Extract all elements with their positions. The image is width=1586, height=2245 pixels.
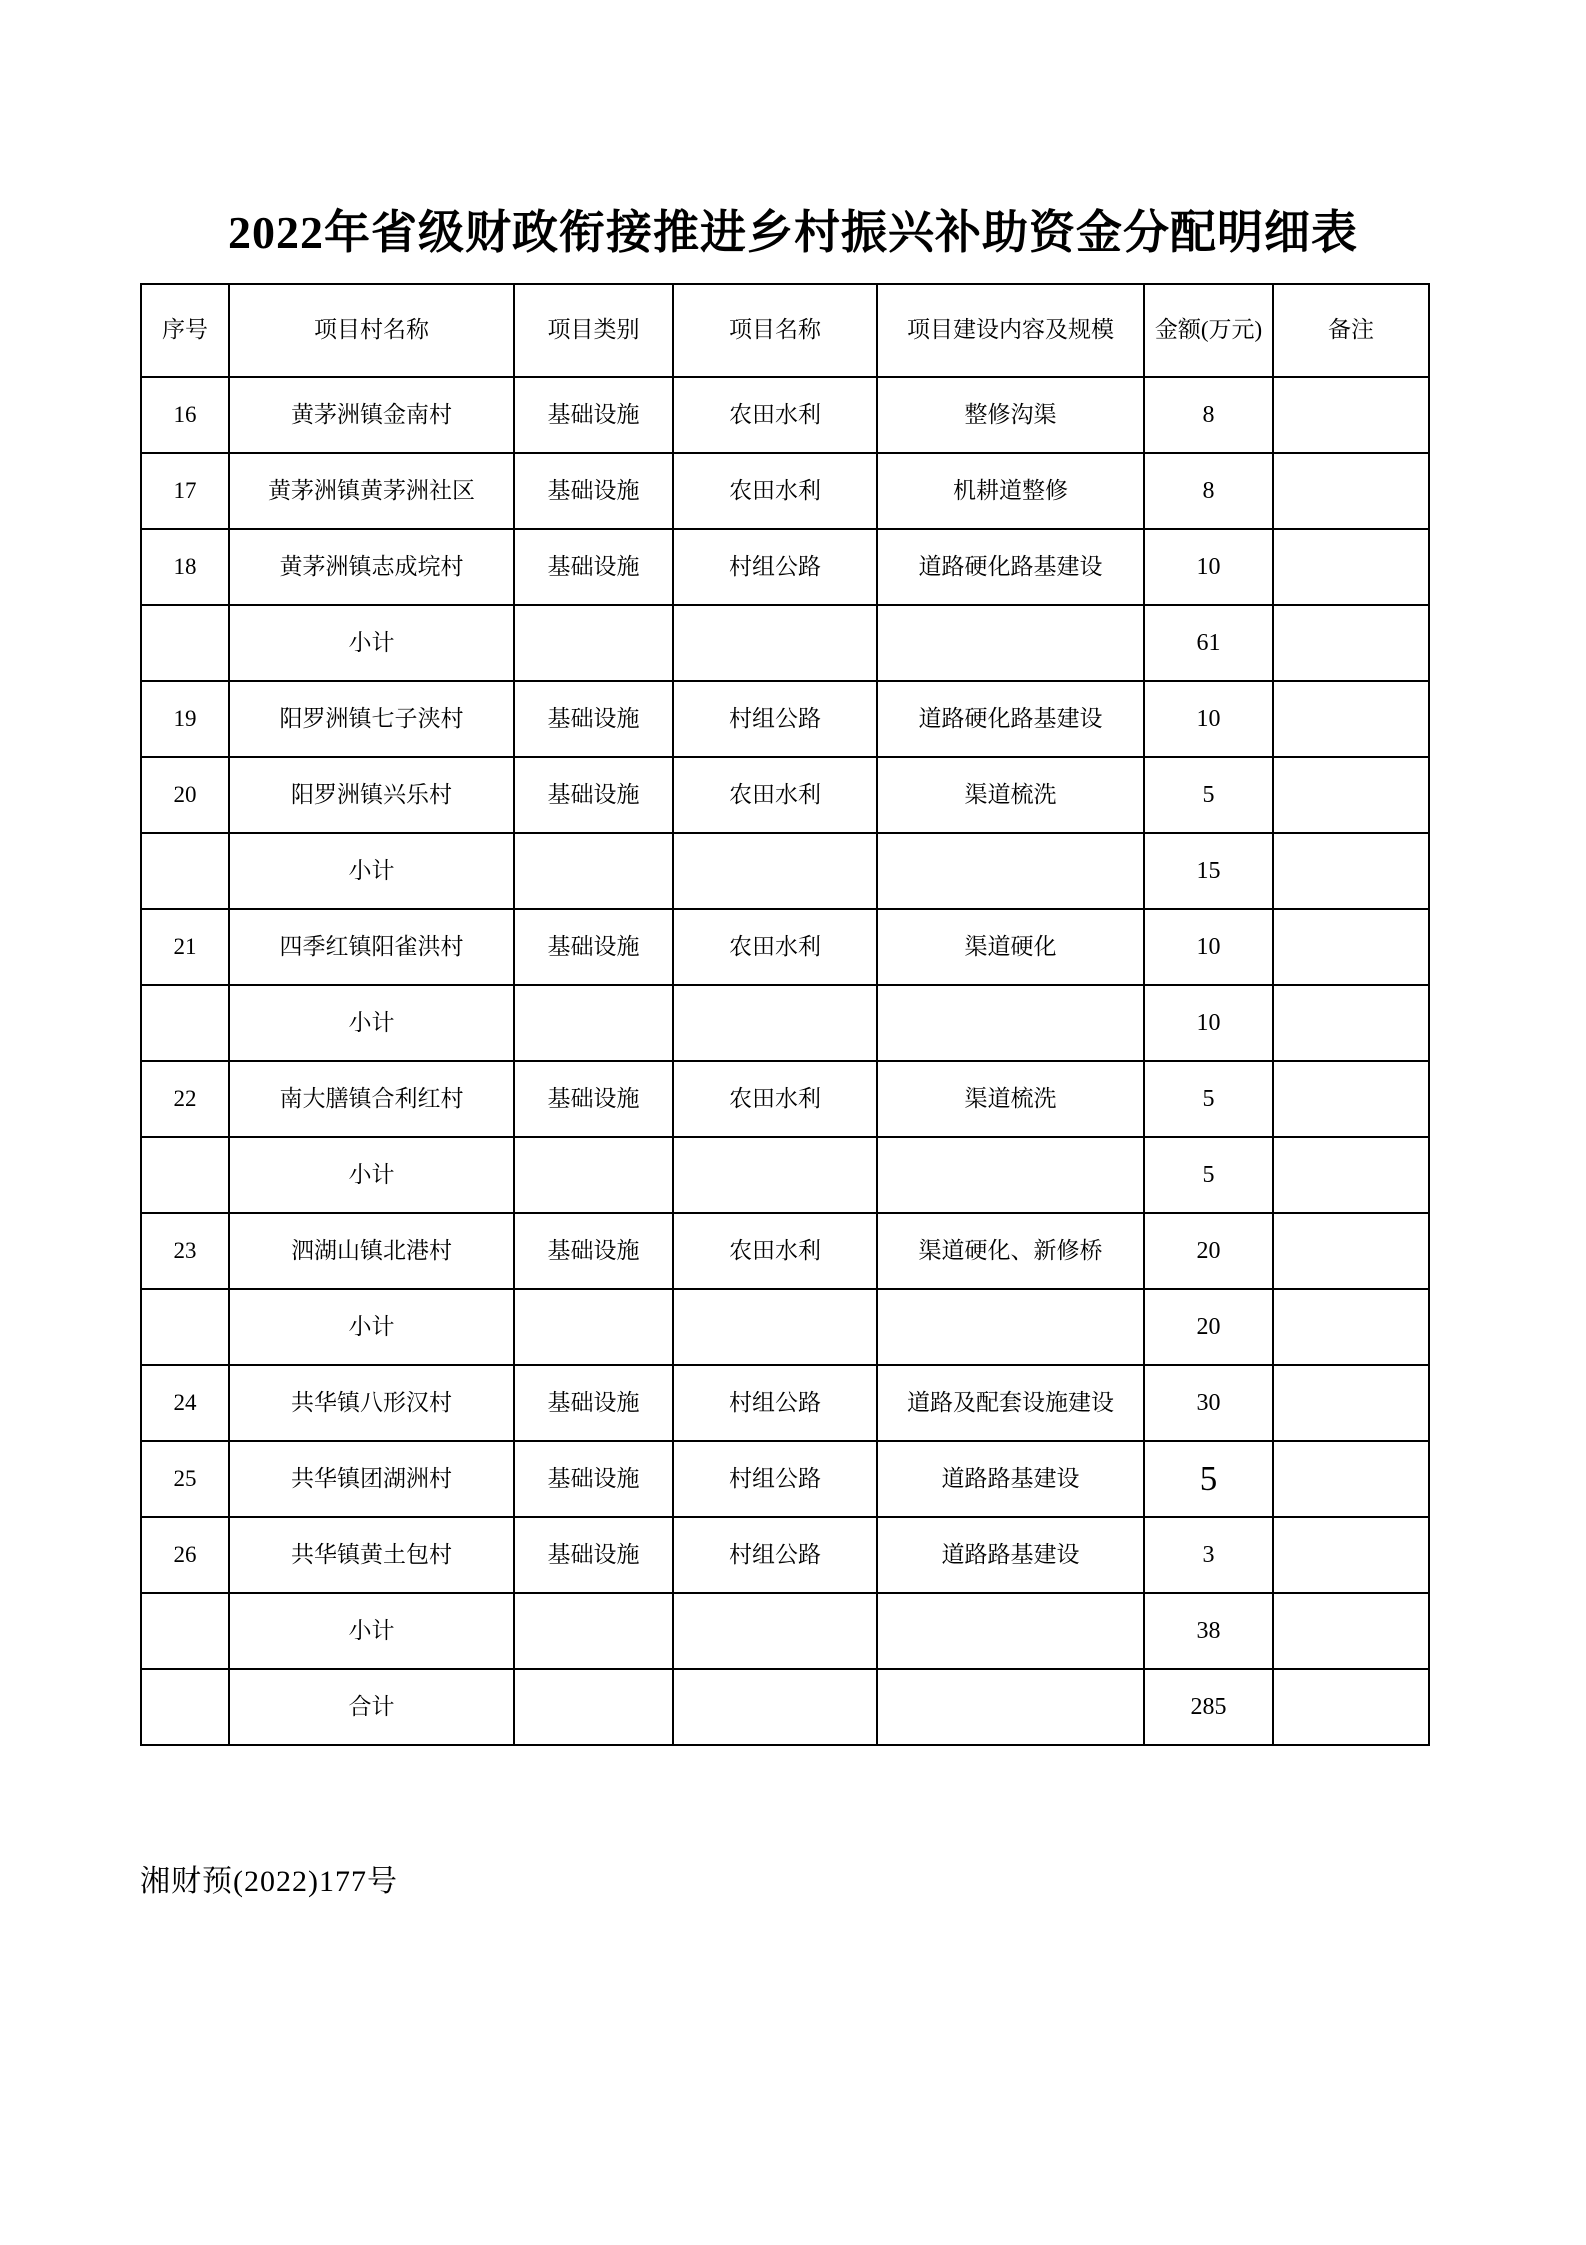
cell-seq: 19	[141, 681, 229, 757]
column-header-5: 金额(万元)	[1144, 284, 1273, 377]
cell-project: 农田水利	[673, 377, 877, 453]
cell-village: 共华镇八形汉村	[229, 1365, 514, 1441]
cell-category	[514, 1593, 673, 1669]
table-row	[141, 681, 1429, 757]
cell-amount: 10	[1144, 529, 1273, 605]
cell-project: 农田水利	[673, 453, 877, 529]
table-header-row	[141, 284, 1429, 377]
cell-category: 基础设施	[514, 1365, 673, 1441]
cell-project: 村组公路	[673, 1517, 877, 1593]
cell-amount: 10	[1144, 909, 1273, 985]
cell-project: 农田水利	[673, 1061, 877, 1137]
cell-project: 农田水利	[673, 909, 877, 985]
cell-project: 农田水利	[673, 1213, 877, 1289]
cell-amount: 10	[1144, 681, 1273, 757]
subtotal-row	[141, 1289, 1429, 1365]
cell-category: 基础设施	[514, 909, 673, 985]
cell-project	[673, 1137, 877, 1213]
cell-content	[877, 1289, 1144, 1365]
cell-note	[1273, 985, 1429, 1061]
cell-village: 小计	[229, 985, 514, 1061]
cell-village: 小计	[229, 1137, 514, 1213]
table-row	[141, 1441, 1429, 1517]
cell-project	[673, 833, 877, 909]
cell-seq: 18	[141, 529, 229, 605]
cell-note	[1273, 529, 1429, 605]
cell-seq: 20	[141, 757, 229, 833]
cell-amount: 10	[1144, 985, 1273, 1061]
cell-amount: 8	[1144, 377, 1273, 453]
cell-content	[877, 1137, 1144, 1213]
cell-note	[1273, 757, 1429, 833]
cell-note	[1273, 453, 1429, 529]
cell-content	[877, 605, 1144, 681]
table-row	[141, 1517, 1429, 1593]
cell-village: 小计	[229, 1289, 514, 1365]
table-header	[141, 284, 1429, 377]
document-title: 2022年省级财政衔接推进乡村振兴补助资金分配明细表	[228, 207, 1358, 258]
cell-village: 小计	[229, 605, 514, 681]
cell-content: 道路硬化路基建设	[877, 529, 1144, 605]
cell-note	[1273, 605, 1429, 681]
table-row	[141, 757, 1429, 833]
cell-note	[1273, 1213, 1429, 1289]
cell-seq	[141, 605, 229, 681]
subtotal-row	[141, 605, 1429, 681]
cell-amount: 5	[1144, 1441, 1273, 1517]
subtotal-row	[141, 833, 1429, 909]
cell-category	[514, 605, 673, 681]
cell-project	[673, 1669, 877, 1745]
cell-seq	[141, 1289, 229, 1365]
cell-project: 村组公路	[673, 529, 877, 605]
cell-category: 基础设施	[514, 757, 673, 833]
cell-note	[1273, 1669, 1429, 1745]
cell-content	[877, 1593, 1144, 1669]
cell-amount: 5	[1144, 1137, 1273, 1213]
cell-content: 道路及配套设施建设	[877, 1365, 1144, 1441]
cell-category: 基础设施	[514, 453, 673, 529]
cell-project: 农田水利	[673, 757, 877, 833]
cell-content: 整修沟渠	[877, 377, 1144, 453]
subtotal-row	[141, 1137, 1429, 1213]
cell-amount: 285	[1144, 1669, 1273, 1745]
table-row	[141, 1213, 1429, 1289]
cell-village: 四季红镇阳雀洪村	[229, 909, 514, 985]
cell-content: 道路路基建设	[877, 1441, 1144, 1517]
cell-note	[1273, 1593, 1429, 1669]
cell-village: 共华镇黄土包村	[229, 1517, 514, 1593]
cell-village: 阳罗洲镇兴乐村	[229, 757, 514, 833]
cell-amount: 8	[1144, 453, 1273, 529]
cell-seq	[141, 833, 229, 909]
cell-category: 基础设施	[514, 377, 673, 453]
cell-amount: 5	[1144, 757, 1273, 833]
cell-amount: 20	[1144, 1289, 1273, 1365]
cell-village: 合计	[229, 1669, 514, 1745]
table-row	[141, 1061, 1429, 1137]
table-row	[141, 529, 1429, 605]
cell-category: 基础设施	[514, 1441, 673, 1517]
cell-category	[514, 833, 673, 909]
column-header-4: 项目建设内容及规模	[877, 284, 1144, 377]
cell-amount: 15	[1144, 833, 1273, 909]
table-row	[141, 1365, 1429, 1441]
cell-project	[673, 605, 877, 681]
cell-village: 共华镇团湖洲村	[229, 1441, 514, 1517]
cell-amount: 20	[1144, 1213, 1273, 1289]
cell-seq	[141, 1593, 229, 1669]
cell-project: 村组公路	[673, 1441, 877, 1517]
cell-village: 小计	[229, 833, 514, 909]
column-header-2: 项目类别	[514, 284, 673, 377]
cell-content	[877, 985, 1144, 1061]
cell-project	[673, 1289, 877, 1365]
cell-content: 渠道硬化	[877, 909, 1144, 985]
cell-content	[877, 1669, 1144, 1745]
cell-note	[1273, 1289, 1429, 1365]
cell-seq: 21	[141, 909, 229, 985]
cell-amount: 38	[1144, 1593, 1273, 1669]
cell-seq	[141, 985, 229, 1061]
allocation-table	[140, 283, 1430, 1746]
cell-content: 机耕道整修	[877, 453, 1144, 529]
cell-category	[514, 1289, 673, 1365]
document-number: 湘财预(2022)177号	[140, 1865, 398, 1898]
column-header-1: 项目村名称	[229, 284, 514, 377]
cell-seq: 26	[141, 1517, 229, 1593]
cell-category: 基础设施	[514, 1213, 673, 1289]
cell-amount: 5	[1144, 1061, 1273, 1137]
cell-village: 泗湖山镇北港村	[229, 1213, 514, 1289]
cell-village: 黄茅洲镇志成垸村	[229, 529, 514, 605]
cell-note	[1273, 833, 1429, 909]
cell-village: 南大膳镇合利红村	[229, 1061, 514, 1137]
subtotal-row	[141, 985, 1429, 1061]
cell-note	[1273, 1137, 1429, 1213]
cell-village: 黄茅洲镇黄茅洲社区	[229, 453, 514, 529]
cell-category: 基础设施	[514, 681, 673, 757]
cell-amount: 30	[1144, 1365, 1273, 1441]
cell-seq	[141, 1669, 229, 1745]
cell-note	[1273, 909, 1429, 985]
cell-content: 道路路基建设	[877, 1517, 1144, 1593]
cell-seq: 23	[141, 1213, 229, 1289]
cell-note	[1273, 1365, 1429, 1441]
subtotal-row	[141, 1593, 1429, 1669]
cell-seq: 24	[141, 1365, 229, 1441]
cell-category	[514, 1137, 673, 1213]
cell-content: 渠道梳洗	[877, 1061, 1144, 1137]
cell-note	[1273, 1517, 1429, 1593]
cell-content: 渠道硬化、新修桥	[877, 1213, 1144, 1289]
column-header-3: 项目名称	[673, 284, 877, 377]
cell-seq: 25	[141, 1441, 229, 1517]
cell-note	[1273, 1441, 1429, 1517]
cell-content: 渠道梳洗	[877, 757, 1144, 833]
cell-note	[1273, 377, 1429, 453]
cell-project	[673, 1593, 877, 1669]
cell-amount: 3	[1144, 1517, 1273, 1593]
cell-category: 基础设施	[514, 529, 673, 605]
table-body	[141, 377, 1429, 1745]
cell-project: 村组公路	[673, 1365, 877, 1441]
cell-seq: 22	[141, 1061, 229, 1137]
cell-category: 基础设施	[514, 1517, 673, 1593]
cell-content: 道路硬化路基建设	[877, 681, 1144, 757]
cell-seq: 17	[141, 453, 229, 529]
cell-village: 小计	[229, 1593, 514, 1669]
cell-project	[673, 985, 877, 1061]
cell-seq	[141, 1137, 229, 1213]
cell-village: 阳罗洲镇七子浃村	[229, 681, 514, 757]
total-row	[141, 1669, 1429, 1745]
cell-project: 村组公路	[673, 681, 877, 757]
cell-category	[514, 985, 673, 1061]
column-header-0: 序号	[141, 284, 229, 377]
cell-seq: 16	[141, 377, 229, 453]
cell-note	[1273, 681, 1429, 757]
cell-content	[877, 833, 1144, 909]
column-header-6: 备注	[1273, 284, 1429, 377]
cell-amount: 61	[1144, 605, 1273, 681]
cell-category	[514, 1669, 673, 1745]
table-row	[141, 909, 1429, 985]
cell-category: 基础设施	[514, 1061, 673, 1137]
table-row	[141, 377, 1429, 453]
cell-note	[1273, 1061, 1429, 1137]
cell-village: 黄茅洲镇金南村	[229, 377, 514, 453]
table-row	[141, 453, 1429, 529]
